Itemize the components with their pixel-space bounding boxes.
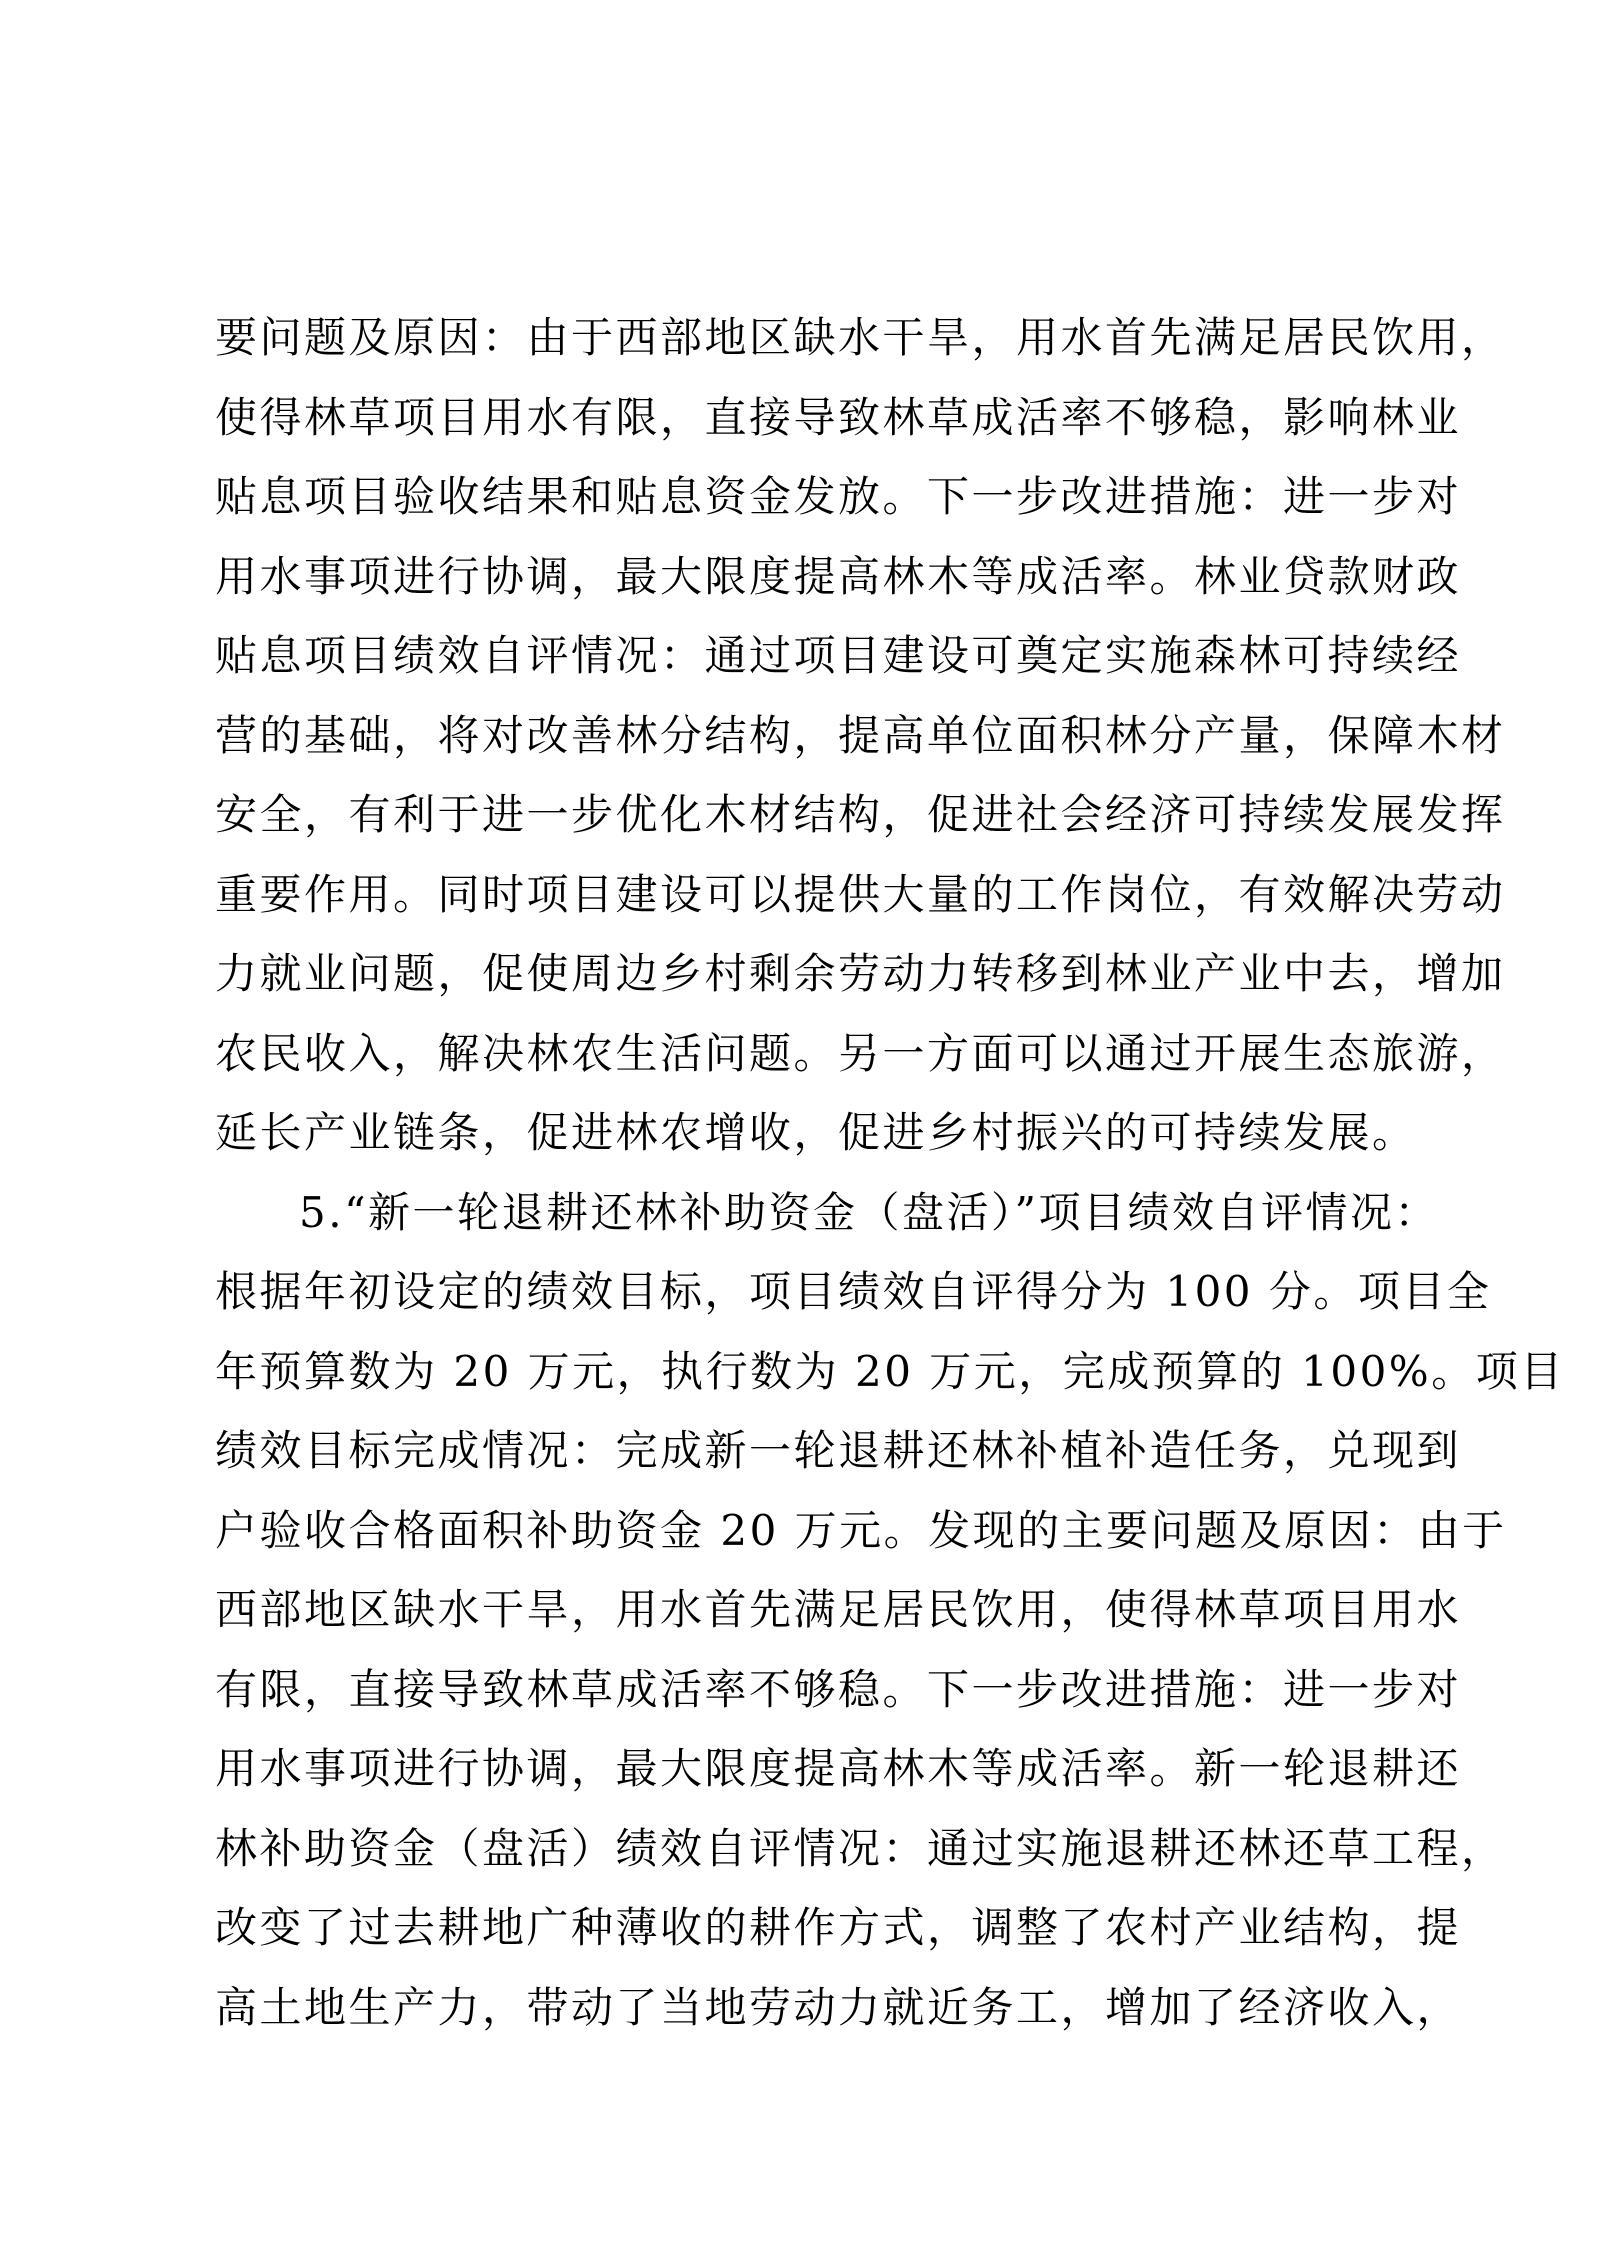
text-line: 使得林草项目用水有限，直接导致林草成活率不够稳，影响林业 — [215, 392, 1462, 442]
text-line: 改变了过去耕地广种薄收的耕作方式，调整了农村产业结构，提 — [215, 1903, 1462, 1952]
text-line: 延长产业链条，促进林农增收，促进乡村振兴的可持续发展。 — [215, 1108, 1417, 1157]
text-line: 林补助资金（盘活）绩效自评情况：通过实施退耕还林还草工程， — [215, 1823, 1506, 1873]
text-line: 贴息项目绩效自评情况：通过项目建设可奠定实施森林可持续经 — [215, 631, 1462, 680]
section-heading-line: 5.“新一轮退耕还林补助资金（盘活）”项目绩效自评情况： — [299, 1187, 1440, 1237]
text-line: 绩效目标完成情况：完成新一轮退耕还林补植补造任务，兑现到 — [215, 1426, 1462, 1475]
text-line: 根据年初设定的绩效目标，项目绩效自评得分为 100 分。项目全 — [215, 1267, 1492, 1316]
text-line: 用水事项进行协调，最大限度提高林木等成活率。林业贷款财政 — [215, 551, 1462, 601]
text-line: 安全，有利于进一步优化木材结构，促进社会经济可持续发展发挥 — [215, 790, 1506, 839]
text-line: 力就业问题，促使周边乡村剩余劳动力转移到林业产业中去，增加 — [215, 949, 1506, 998]
body-text — [215, 298, 1565, 2047]
text-line: 西部地区缺水干旱，用水首先满足居民饮用，使得林草项目用水 — [215, 1585, 1462, 1634]
text-line: 年预算数为 20 万元，执行数为 20 万元，完成预算的 100%。项目 — [215, 1346, 1565, 1396]
text-line: 户验收合格面积补助资金 20 万元。发现的主要问题及原因：由于 — [215, 1505, 1507, 1555]
text-line: 重要作用。同时项目建设可以提供大量的工作岗位，有效解决劳动 — [215, 869, 1506, 919]
text-line: 农民收入，解决林农生活问题。另一方面可以通过开展生态旅游， — [215, 1028, 1506, 1078]
text-line: 贴息项目验收结果和贴息资金发放。下一步改进措施：进一步对 — [215, 472, 1462, 521]
text-line: 要问题及原因：由于西部地区缺水干旱，用水首先满足居民饮用， — [215, 313, 1506, 362]
text-line: 高土地生产力，带动了当地劳动力就近务工，增加了经济收入， — [215, 1982, 1462, 2032]
text-line: 用水事项进行协调，最大限度提高林木等成活率。新一轮退耕还 — [215, 1744, 1462, 1793]
text-line: 营的基础，将对改善林分结构，提高单位面积林分产量，保障木材 — [215, 710, 1506, 760]
text-line: 有限，直接导致林草成活率不够稳。下一步改进措施：进一步对 — [215, 1664, 1462, 1714]
